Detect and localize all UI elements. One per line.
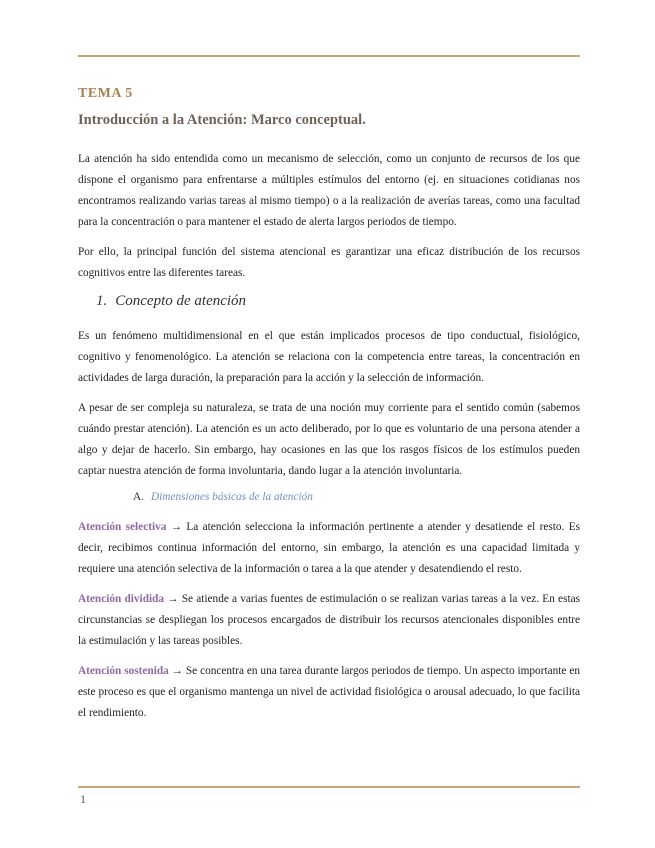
dimension-text: Se concentra en una tarea durante largos periodos de tiempo. Un aspecto importante en este proceso es que el organismo mantenga un nivel de actividad fisiológica o arousal adecuado, lo que facilita el rendimiento. [78, 665, 580, 719]
section-paragraph-1: Es un fenómeno multidimensional en el que están implicados procesos de tipo conductual, fisiológico, cognitivo y fenomenológico. La atención se relaciona con la competencia entre tareas, la concentración en actividades de larga duración, la preparación para la acción y la selección de información. [78, 330, 580, 384]
dimension-sostenida [78, 661, 580, 724]
dimension-text: Se atiende a varias fuentes de estimulación o se realizan varias tareas a la vez. En estas circunstancias se despliegan los procesos encargados de distribuir los recursos atencionales disponibles entre la estimulación y las tareas posibles. [78, 593, 581, 647]
intro-paragraph-2: Por ello, la principal función del sistema atencional es garantizar una eficaz distribución de los recursos cognitivos entre las diferentes tareas. [78, 246, 580, 279]
page-content [78, 86, 580, 733]
header-rule [78, 55, 580, 57]
section-number: 1. [96, 293, 108, 309]
document-subtitle: Introducción a la Atención: Marco conceptual. [78, 112, 366, 128]
dimension-text: La atención selecciona la información pertinente a atender y desatiende el resto. Es decir, recibimos continua información del entorno, sin embargo, la atención es una capacidad limitada y requiere una atención selectiva de la información o tarea a la que atender y desatendiendo el resto. [78, 521, 581, 575]
dimension-term: Atención sostenida [78, 665, 169, 677]
footer-rule [78, 786, 580, 788]
dimension-term: Atención dividida [78, 593, 165, 605]
arrow-icon: → [164, 593, 182, 605]
section-heading [96, 293, 580, 310]
document-title: TEMA 5 [78, 86, 133, 101]
arrow-icon: → [168, 665, 186, 677]
dimension-selectiva [78, 517, 580, 580]
section-title: Concepto de atención [115, 293, 247, 309]
arrow-icon: → [166, 521, 187, 533]
dimension-term: Atención selectiva [78, 521, 167, 533]
dimension-dividida [78, 589, 580, 652]
subsection-letter: A. [133, 491, 144, 503]
subsection-heading [133, 491, 580, 503]
page-number: 1 [80, 792, 86, 806]
section-paragraph-2: A pesar de ser compleja su naturaleza, se trata de una noción muy corriente para el sentido común (sabemos cuándo prestar atención). La atención es un acto deliberado, por lo que es voluntario de una persona atender a algo y dejar de hacerlo. Sin embargo, hay ocasiones en las que los rasgos físicos de los estímulos pueden captar nuestra atención de forma involuntaria, dando lugar a la atención involuntaria. [78, 402, 580, 477]
intro-paragraph-1: La atención ha sido entendida como un mecanismo de selección, como un conjunto de recursos de los que dispone el organismo para enfrentarse a múltiples estímulos del entorno (ej. en situaciones cotidianas nos encontramos realizando varias tareas al mismo tiempo) o a la realización de averías tareas, como una facultad para la concentración o para mantener el estado de alerta largos periodos de tiempo. [78, 153, 580, 228]
subsection-title: Dimensiones básicas de la atención [150, 491, 313, 503]
